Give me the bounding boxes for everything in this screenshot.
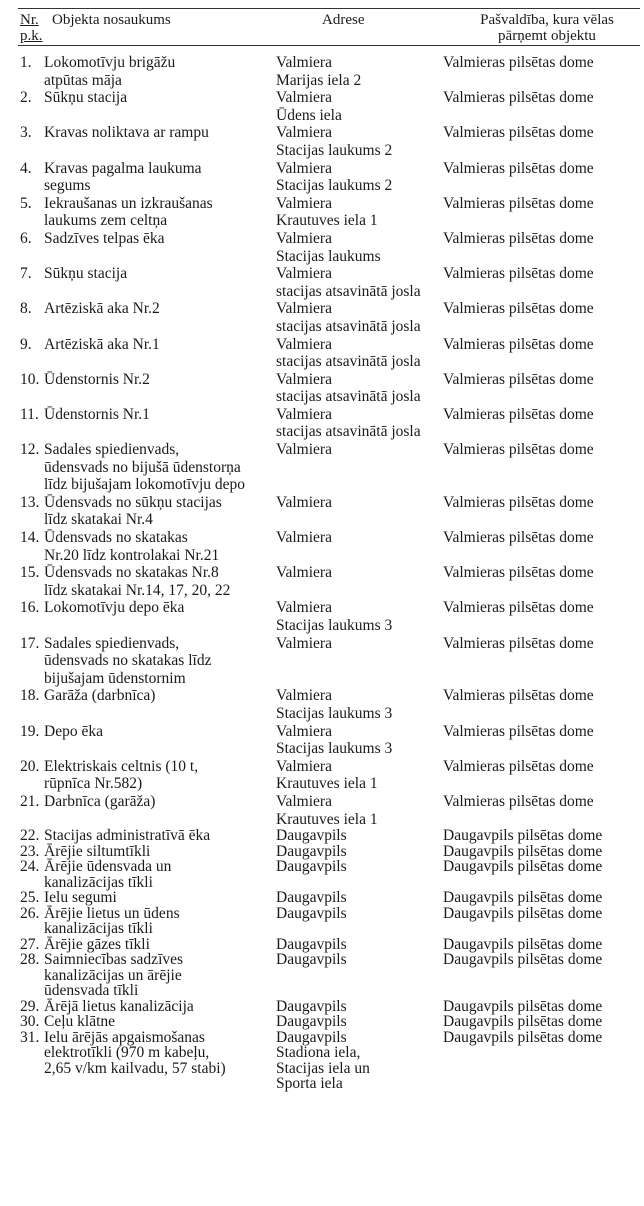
object-name: Ūdenstornis Nr.2 bbox=[44, 370, 150, 388]
object-municipality: Daugavpils pilsētas dome bbox=[443, 997, 603, 1015]
object-municipality: Daugavpils pilsētas dome bbox=[443, 858, 603, 876]
table-row bbox=[0, 828, 644, 844]
header-municipality: Pašvaldība, kura vēlas pārņemt objektu bbox=[480, 12, 614, 44]
row-number: 21. bbox=[20, 792, 40, 810]
object-address: Daugavpils bbox=[276, 951, 347, 969]
table-row bbox=[0, 529, 644, 564]
row-number: 26. bbox=[20, 904, 40, 922]
object-municipality: Valmieras pilsētas dome bbox=[443, 493, 594, 511]
table-row bbox=[0, 54, 644, 89]
object-name: Garāža (darbnīca) bbox=[44, 687, 156, 705]
object-address: Valmiera Marijas iela 2 bbox=[276, 54, 362, 89]
object-address: Valmiera Stacijas laukums 2 bbox=[276, 124, 393, 159]
row-number: 27. bbox=[20, 935, 40, 953]
object-name: Ārējie ūdensvada un kanalizācijas tīkli bbox=[44, 858, 172, 891]
row-number: 15. bbox=[20, 564, 40, 582]
table-row bbox=[0, 160, 644, 195]
object-name: Saimniecības sadzīves kanalizācijas un ārējie ūdensvada tīkli bbox=[44, 951, 184, 1000]
row-number: 31. bbox=[20, 1028, 40, 1046]
table-row bbox=[0, 564, 644, 599]
row-number: 24. bbox=[20, 858, 40, 876]
object-address: Valmiera bbox=[276, 634, 332, 652]
table-row bbox=[0, 300, 644, 335]
object-name: Lokomotīvju depo ēka bbox=[44, 599, 185, 617]
object-address: Valmiera bbox=[276, 493, 332, 511]
object-name: Depo ēka bbox=[44, 722, 103, 740]
row-number: 6. bbox=[20, 229, 32, 247]
object-address: Valmiera Stacijas laukums 2 bbox=[276, 159, 393, 195]
top-rule bbox=[18, 8, 640, 9]
row-number: 29. bbox=[20, 997, 40, 1015]
object-address: Valmiera Krautuves iela 1 bbox=[276, 757, 378, 793]
object-municipality: Daugavpils pilsētas dome bbox=[443, 1013, 603, 1031]
row-number: 17. bbox=[20, 634, 40, 652]
object-address: Daugavpils bbox=[276, 842, 347, 860]
row-number: 28. bbox=[20, 951, 40, 969]
object-address: Valmiera stacijas atsavinātā josla bbox=[276, 300, 421, 335]
table-row bbox=[0, 1014, 644, 1030]
object-name: Artēziskā aka Nr.2 bbox=[44, 300, 160, 318]
table-row bbox=[0, 687, 644, 722]
object-address: Valmiera Stacijas laukums bbox=[276, 229, 381, 265]
table-row bbox=[0, 890, 644, 906]
object-name: Ārējie lietus un ūdens kanalizācijas tīkli bbox=[44, 904, 180, 938]
table-row bbox=[0, 952, 644, 999]
object-address: Valmiera stacijas atsavinātā josla bbox=[276, 405, 421, 441]
object-municipality: Valmieras pilsētas dome bbox=[443, 229, 594, 247]
object-municipality: Valmieras pilsētas dome bbox=[443, 124, 594, 142]
table-header bbox=[0, 10, 644, 46]
row-number: 20. bbox=[20, 757, 40, 775]
row-number: 22. bbox=[20, 827, 40, 845]
table-row bbox=[0, 793, 644, 828]
object-name: Ūdenstornis Nr.1 bbox=[44, 405, 150, 423]
table-row bbox=[0, 441, 644, 494]
object-name: Artēziskā aka Nr.1 bbox=[44, 335, 160, 353]
table-row bbox=[0, 758, 644, 793]
row-number: 14. bbox=[20, 529, 40, 547]
row-number: 9. bbox=[20, 335, 32, 353]
object-name: Ielu ārējās apgaismošanas elektrotīkli (970 m kabeļu, 2,65 v/km kailvadu, 57 stabi) bbox=[44, 1028, 226, 1077]
table-row bbox=[0, 195, 644, 230]
object-municipality: Valmieras pilsētas dome bbox=[443, 722, 594, 740]
object-name: Sūkņu stacija bbox=[44, 89, 128, 107]
object-name: Stacijas administratīvā ēka bbox=[44, 827, 211, 845]
object-address: Daugavpils bbox=[276, 904, 347, 922]
table-row bbox=[0, 494, 644, 529]
table-row bbox=[0, 230, 644, 265]
object-municipality: Valmieras pilsētas dome bbox=[443, 370, 594, 388]
object-name: Ceļu klātne bbox=[44, 1013, 116, 1031]
object-name: Ūdensvads no skatakas Nr.20 līdz kontrolakai Nr.21 bbox=[44, 529, 220, 564]
object-address: Daugavpils bbox=[276, 997, 347, 1015]
object-municipality: Valmieras pilsētas dome bbox=[443, 792, 594, 810]
table-row bbox=[0, 599, 644, 634]
row-number: 10. bbox=[20, 370, 40, 388]
object-address: Valmiera Stacijas laukums 3 bbox=[276, 722, 393, 758]
row-number: 7. bbox=[20, 265, 32, 283]
objects-table bbox=[0, 54, 644, 1092]
table-row bbox=[0, 906, 644, 937]
object-municipality: Daugavpils pilsētas dome bbox=[443, 889, 603, 907]
row-number: 16. bbox=[20, 599, 40, 617]
table-row bbox=[0, 406, 644, 441]
table-row bbox=[0, 336, 644, 371]
object-name: Ūdensvads no sūkņu stacijas līdz skatakai Nr.4 bbox=[44, 493, 222, 529]
object-municipality: Daugavpils pilsētas dome bbox=[443, 842, 603, 860]
object-name: Iekraušanas un izkraušanas laukums zem celtņa bbox=[44, 194, 213, 230]
object-name: Kravas pagalma laukuma segums bbox=[44, 159, 202, 195]
object-municipality: Valmieras pilsētas dome bbox=[443, 265, 594, 283]
object-name: Elektriskais celtnis (10 t, rūpnīca Nr.582) bbox=[44, 757, 199, 793]
object-address: Valmiera Stacijas laukums 3 bbox=[276, 687, 393, 722]
object-address: Daugavpils bbox=[276, 889, 347, 907]
object-name: Sadales spiedienvads, ūdensvads no skatakas līdz bijušajam ūdenstornim bbox=[44, 634, 212, 687]
table-row bbox=[0, 635, 644, 688]
object-address: Valmiera stacijas atsavinātā josla bbox=[276, 335, 421, 371]
object-address: Valmiera bbox=[276, 564, 332, 582]
object-address: Daugavpils Stadiona iela, Stacijas iela un Sporta iela bbox=[276, 1028, 370, 1093]
row-number: 11. bbox=[20, 405, 39, 423]
row-number: 18. bbox=[20, 687, 40, 705]
object-address: Daugavpils bbox=[276, 1013, 347, 1031]
row-number: 4. bbox=[20, 159, 32, 177]
table-row bbox=[0, 999, 644, 1015]
object-municipality: Valmieras pilsētas dome bbox=[443, 634, 594, 652]
row-number: 19. bbox=[20, 722, 40, 740]
table-row bbox=[0, 937, 644, 953]
header-name: Objekta nosaukums bbox=[52, 12, 171, 28]
object-municipality: Valmieras pilsētas dome bbox=[443, 529, 594, 547]
row-number: 2. bbox=[20, 89, 32, 107]
object-address: Valmiera bbox=[276, 441, 332, 459]
object-municipality: Valmieras pilsētas dome bbox=[443, 757, 594, 775]
object-address: Valmiera stacijas atsavinātā josla bbox=[276, 265, 421, 300]
header-nr: Nr. p.k. bbox=[20, 12, 43, 44]
object-name: Ielu segumi bbox=[44, 889, 117, 907]
object-municipality: Valmieras pilsētas dome bbox=[443, 335, 594, 353]
object-name: Sūkņu stacija bbox=[44, 265, 128, 283]
object-municipality: Daugavpils pilsētas dome bbox=[443, 1028, 603, 1046]
row-number: 13. bbox=[20, 493, 40, 511]
object-name: Ārējie gāzes tīkli bbox=[44, 935, 150, 953]
row-number: 1. bbox=[20, 54, 32, 71]
object-address: Valmiera stacijas atsavinātā josla bbox=[276, 370, 421, 406]
object-municipality: Valmieras pilsētas dome bbox=[443, 54, 594, 71]
object-municipality: Valmieras pilsētas dome bbox=[443, 564, 594, 582]
row-number: 12. bbox=[20, 441, 40, 459]
object-municipality: Valmieras pilsētas dome bbox=[443, 194, 594, 212]
object-address: Daugavpils bbox=[276, 858, 347, 876]
object-name: Kravas noliktava ar rampu bbox=[44, 124, 209, 142]
object-name: Sadales spiedienvads, ūdensvads no bijušā ūdenstorņa līdz bijušajam lokomotīvju depo bbox=[44, 441, 246, 494]
row-number: 8. bbox=[20, 300, 32, 318]
object-name: Lokomotīvju brigāžu atpūtas māja bbox=[44, 54, 176, 89]
object-municipality: Valmieras pilsētas dome bbox=[443, 89, 594, 107]
object-municipality: Daugavpils pilsētas dome bbox=[443, 951, 603, 969]
object-municipality: Daugavpils pilsētas dome bbox=[443, 827, 603, 845]
table-row bbox=[0, 89, 644, 124]
object-municipality: Valmieras pilsētas dome bbox=[443, 405, 594, 423]
table-row bbox=[0, 124, 644, 159]
row-number: 23. bbox=[20, 842, 40, 860]
row-number: 30. bbox=[20, 1013, 40, 1031]
object-address: Daugavpils bbox=[276, 827, 347, 845]
object-municipality: Valmieras pilsētas dome bbox=[443, 687, 594, 705]
object-name: Ūdensvads no skatakas Nr.8 līdz skatakai Nr.14, 17, 20, 22 bbox=[44, 564, 231, 599]
object-address: Valmiera Stacijas laukums 3 bbox=[276, 599, 393, 634]
header-address: Adrese bbox=[322, 12, 365, 28]
object-municipality: Valmieras pilsētas dome bbox=[443, 300, 594, 318]
row-number: 5. bbox=[20, 194, 32, 212]
object-name: Sadzīves telpas ēka bbox=[44, 229, 165, 247]
object-address: Daugavpils bbox=[276, 935, 347, 953]
table-row bbox=[0, 265, 644, 300]
object-address: Valmiera bbox=[276, 529, 332, 547]
header-rule bbox=[18, 45, 640, 46]
object-address: Valmiera Krautuves iela 1 bbox=[276, 194, 378, 230]
object-name: Ārējie siltumtīkli bbox=[44, 842, 151, 860]
table-row bbox=[0, 859, 644, 890]
row-number: 3. bbox=[20, 124, 32, 142]
table-row bbox=[0, 844, 644, 860]
object-municipality: Valmieras pilsētas dome bbox=[443, 159, 594, 177]
object-municipality: Daugavpils pilsētas dome bbox=[443, 904, 603, 922]
object-address: Valmiera Ūdens iela bbox=[276, 89, 342, 124]
row-number: 25. bbox=[20, 889, 40, 907]
object-address: Valmiera Krautuves iela 1 bbox=[276, 792, 378, 828]
object-municipality: Valmieras pilsētas dome bbox=[443, 441, 594, 459]
table-row bbox=[0, 1030, 644, 1092]
object-name: Ārējā lietus kanalizācija bbox=[44, 997, 194, 1015]
object-municipality: Valmieras pilsētas dome bbox=[443, 599, 594, 617]
object-name: Darbnīca (garāža) bbox=[44, 792, 156, 810]
table-row bbox=[0, 371, 644, 406]
table-row bbox=[0, 723, 644, 758]
object-municipality: Daugavpils pilsētas dome bbox=[443, 935, 603, 953]
